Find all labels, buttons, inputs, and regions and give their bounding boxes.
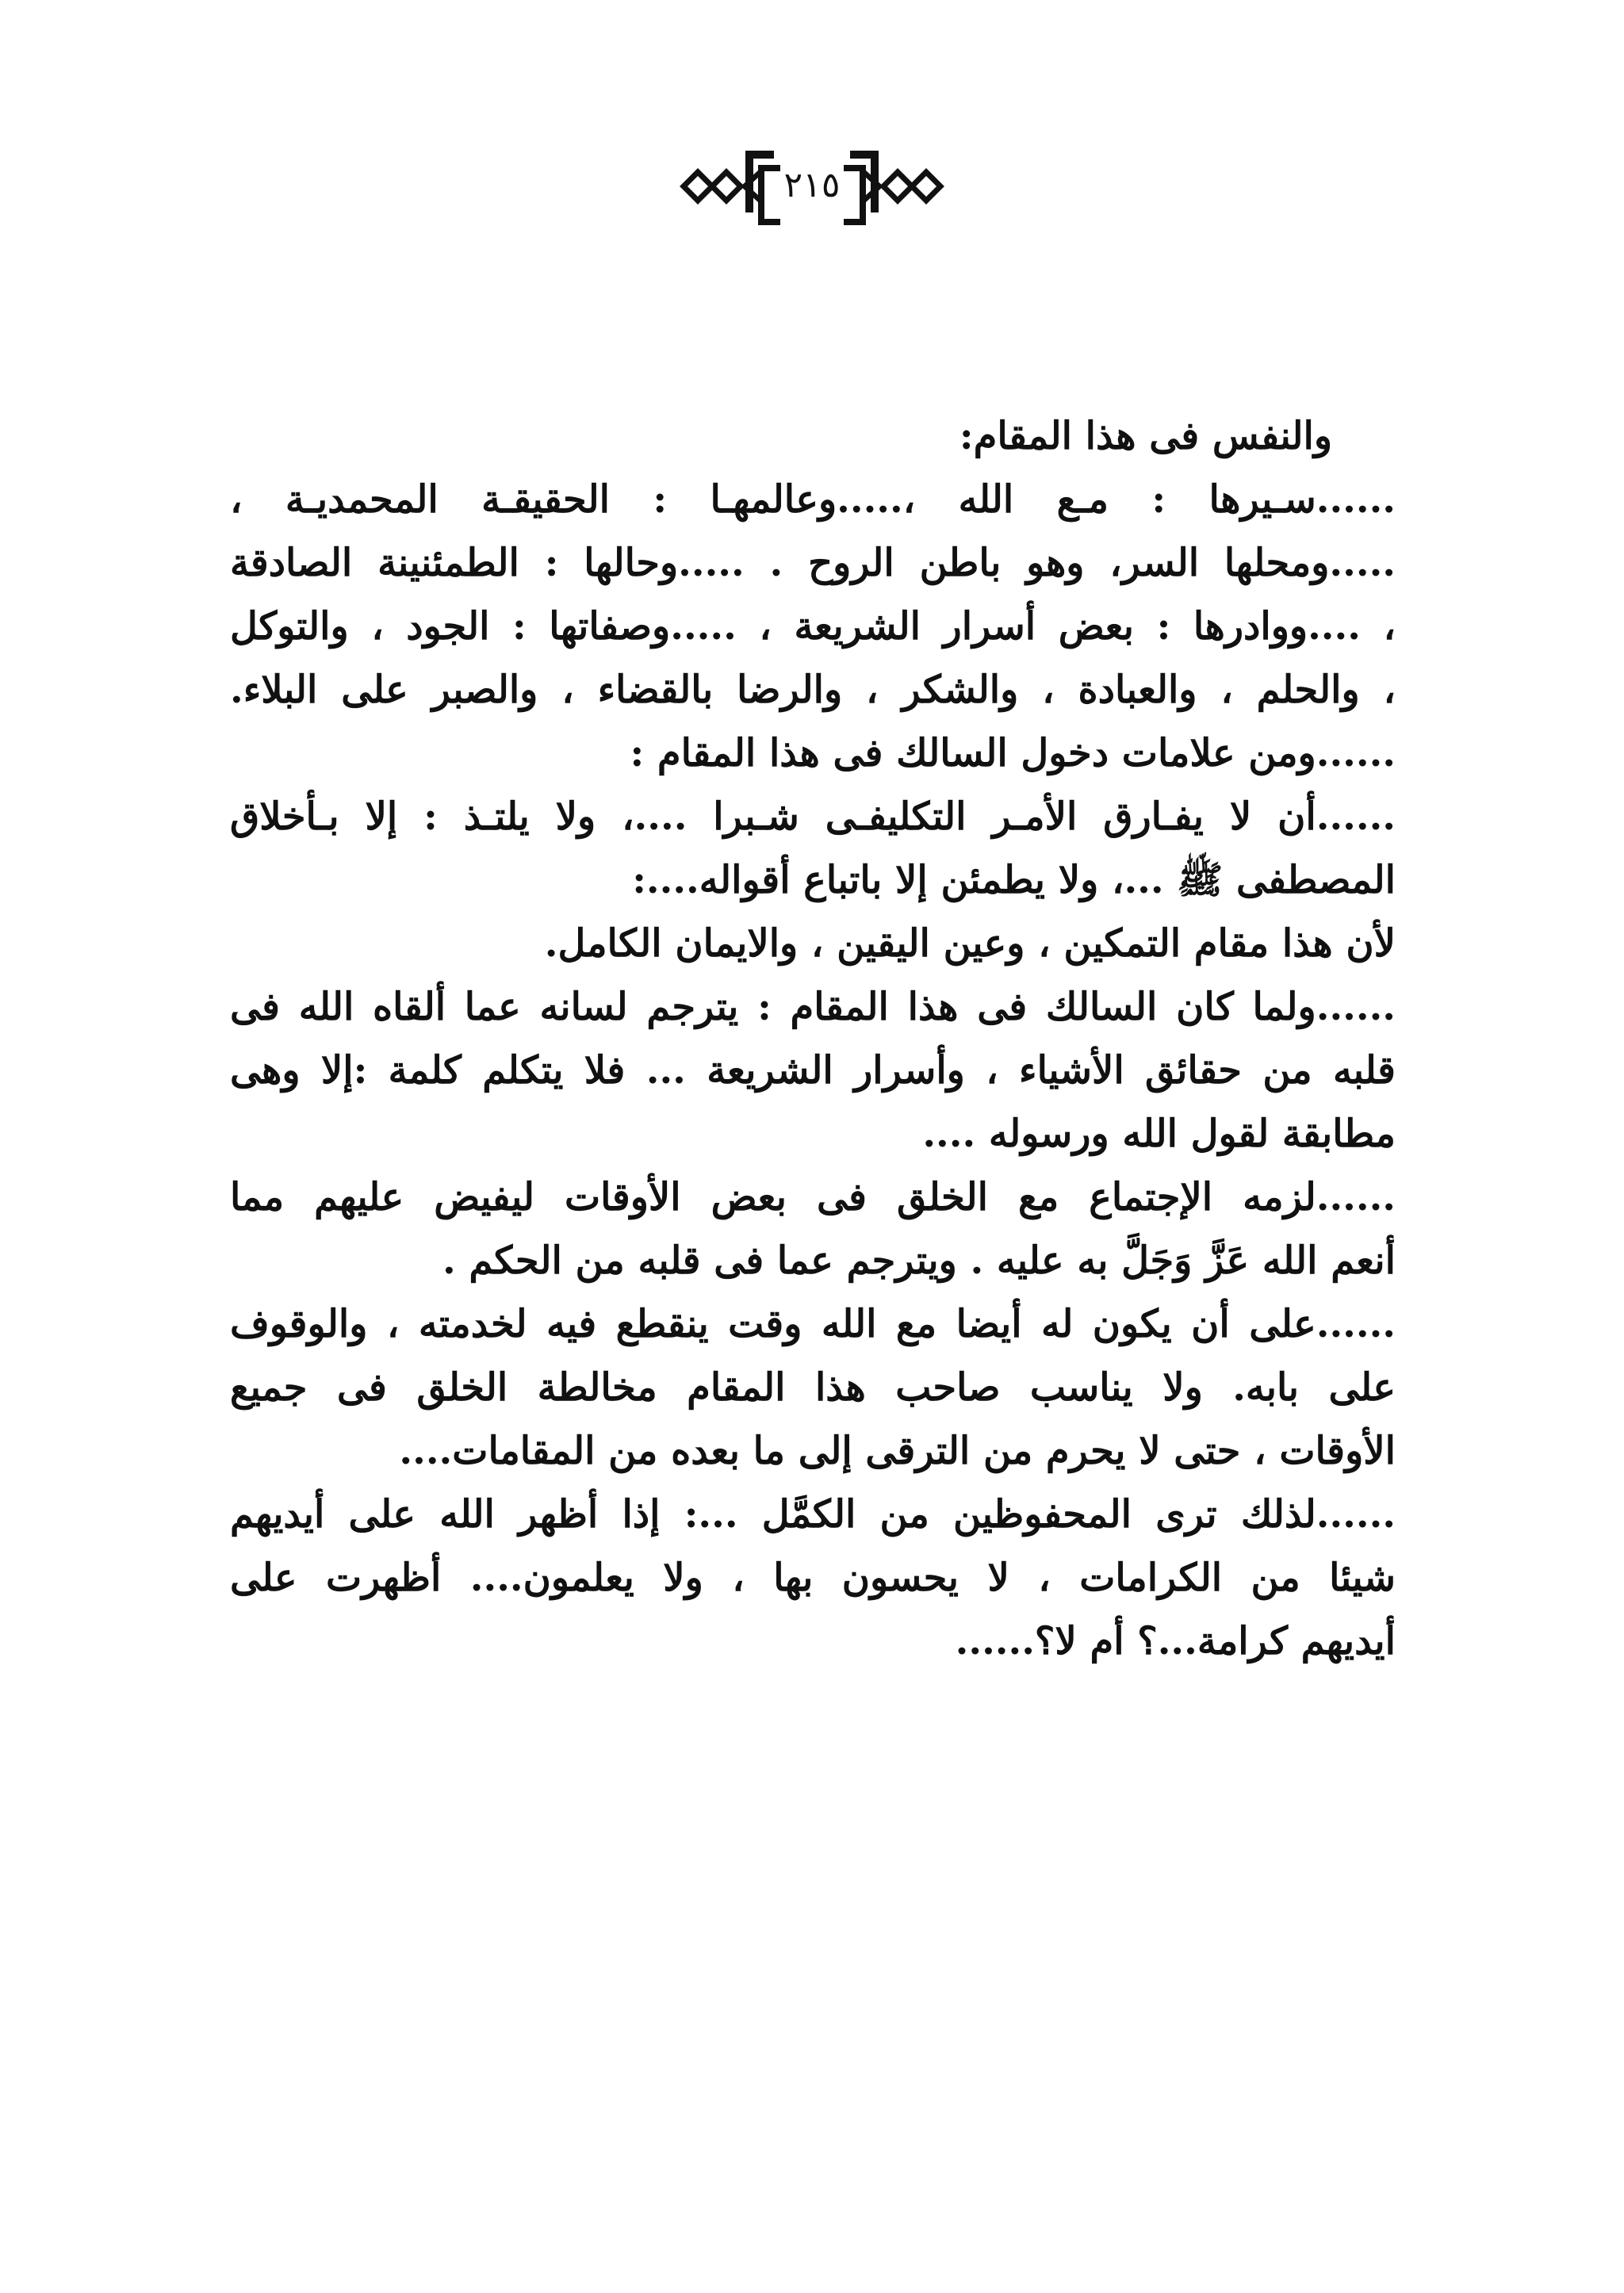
body-line-3: .....ومحلها السر، وهو باطن الروح . .....وحالها : الطمئنينة الصادقة (230, 541, 1396, 585)
body-line-13: ......لزمه الإجتماع مع الخلق فى بعض الأوقات ليفيض عليهم مما (230, 1175, 1396, 1219)
body-line-20: أيديهم كرامة...؟ أم لا؟...... (955, 1619, 1396, 1663)
body-line-6: ......ومن علامات دخول السالك فى هذا المقام : (630, 731, 1396, 775)
body-line-9: لأن هذا مقام التمكين ، وعين اليقين ، والايمان الكامل. (544, 921, 1396, 966)
body-line-17: الأوقات ، حتى لا يحرم من الترقى إلى ما بعده من المقامات.... (399, 1429, 1396, 1473)
body-line-15: ......على أن يكون له أيضا مع الله وقت ينقطع فيه لخدمته ، والوقوف (230, 1302, 1396, 1346)
body-line-4: ، ....ووادرها : بعض أسرار الشريعة ، .....وصفاتها : الجود ، والتوكل (230, 604, 1396, 649)
page-body (230, 404, 1396, 1673)
body-line-7: ......أن لا يفـارق الأمـر التكليفـى شـبرا ....، ولا يلتـذ : إلا بـأخلاق (230, 794, 1396, 839)
body-line-10: ......ولما كان السالك فى هذا المقام : يترجم لسانه عما ألقاه الله فى (230, 985, 1396, 1029)
arabesque-ornament-icon (669, 143, 955, 230)
body-line-12: مطابقة لقول الله ورسوله .... (922, 1112, 1396, 1156)
body-line-11: قلبه من حقائق الأشياء ، وأسرار الشريعة ... فلا يتكلم كلمة :إلا وهى (230, 1048, 1396, 1093)
body-line-8: المصطفى ﷺ ...، ولا يطمئن إلا باتباع أقواله....: (632, 858, 1396, 902)
body-line-2: ......سـيرها : مـع الله ،.....وعالمهـا : الحقيقـة المحمديـة ، (230, 477, 1396, 522)
body-line-1: والنفس فى هذا المقام: (959, 414, 1332, 458)
body-line-14: أنعم الله عَزَّ وَجَلَّ به عليه . ويترجم عما فى قلبه من الحكم . (442, 1238, 1396, 1283)
body-line-18: ......لذلك ترى المحفوظين من الكمَّل ...: إذا أظهر الله على أيديهم (230, 1492, 1396, 1537)
page-number: ٢١٥ (783, 165, 841, 205)
body-line-16: على بابه. ولا يناسب صاحب هذا المقام مخالطة الخلق فى جميع (230, 1365, 1396, 1410)
page-header (0, 143, 1624, 230)
body-line-19: شيئا من الكرامات ، لا يحسون بها ، ولا يعلمون.... أظهرت على (230, 1556, 1396, 1600)
body-line-5: ، والحلم ، والعبادة ، والشكر ، والرضا بالقضاء ، والصبر على البلاء. (230, 668, 1396, 712)
